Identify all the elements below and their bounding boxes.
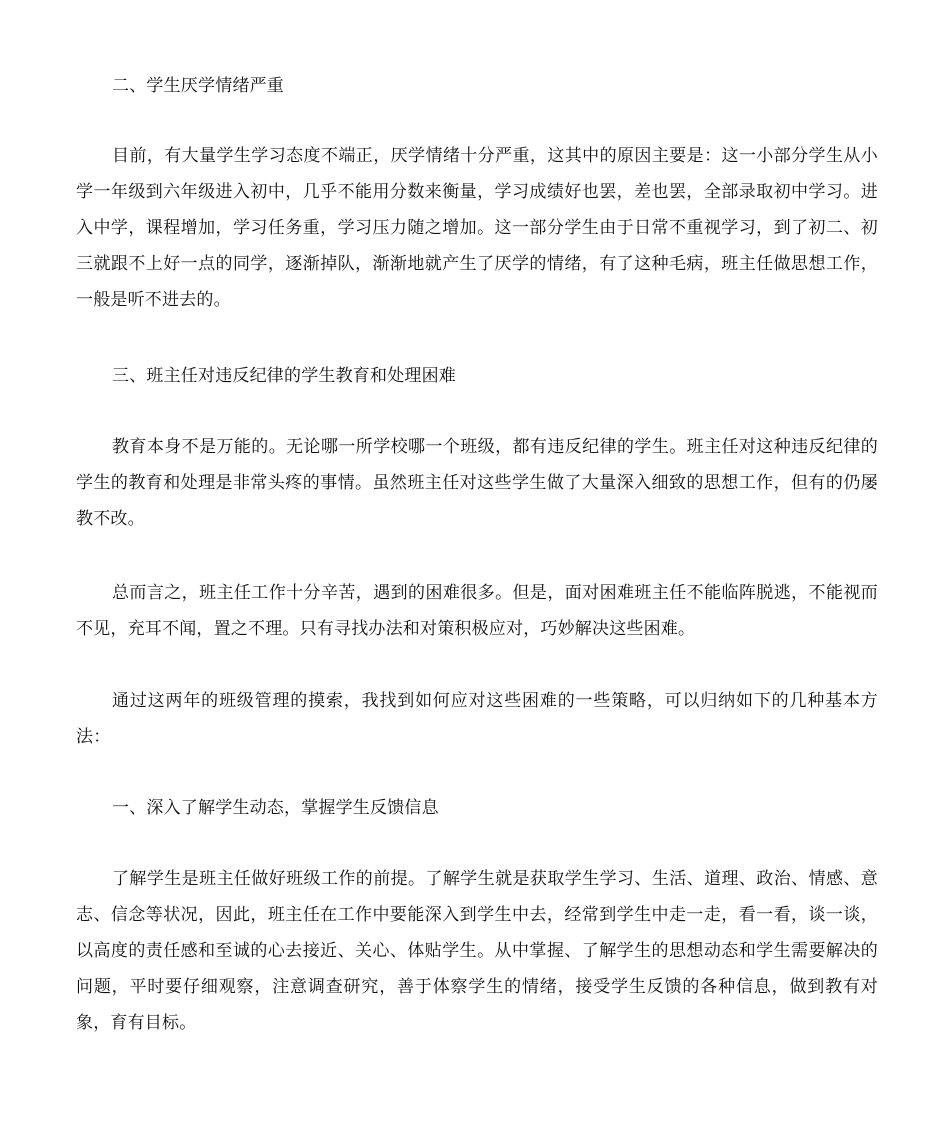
paragraph-discipline: 教育本身不是万能的。无论哪一所学校哪一个班级，都有违反纪律的学生。班主任对这种违反纪律的学生的教育和处理是非常头疼的事情。虽然班主任对这些学生做了大量深入细致的思想工作，但有的仍屡教不改。 (76, 437, 878, 529)
paragraph-weariness: 目前，有大量学生学习态度不端正，厌学情绪十分严重，这其中的原因主要是：这一小部分学生从小学一年级到六年级进入初中，几乎不能用分数来衡量，学习成绩好也罢，差也罢，全部录取初中学习。进入中学，课程增加，学习任务重，学习压力随之增加。这一部分学生由于日常不重视学习，到了初二、初三就跟不上好一点的同学，逐渐掉队，渐渐地就产生了厌学的情绪，有了这种毛病，班主任做思想工作，一般是听不进去的。 (76, 146, 878, 310)
section-heading-1: 一、深入了解学生动态，掌握学生反馈信息 (112, 798, 439, 818)
section-heading-2: 二、学生厌学情绪严重 (112, 76, 284, 96)
paragraph-methods-intro: 通过这两年的班级管理的摸索，我找到如何应对这些困难的一些策略，可以归纳如下的几种基本方法： (76, 691, 878, 747)
paragraph-summary: 总而言之，班主任工作十分辛苦，遇到的困难很多。但是，面对困难班主任不能临阵脱逃，不能视而不见，充耳不闻，置之不理。只有寻找办法和对策积极应对，巧妙解决这些困难。 (76, 583, 878, 639)
section-heading-3: 三、班主任对违反纪律的学生教育和处理困难 (112, 366, 456, 386)
paragraph-understand-students: 了解学生是班主任做好班级工作的前提。了解学生就是获取学生学习、生活、道理、政治、情感、意志、信念等状况，因此，班主任在工作中要能深入到学生中去，经常到学生中走一走，看一看，谈一谈，以高度的责任感和至诚的心去接近、关心、体贴学生。从中掌握、了解学生的思想动态和学生需要解决的问题，平时要仔细观察，注意调查研究，善于体察学生的情绪，接受学生反馈的各种信息，做到教有对象，育有目标。 (76, 869, 878, 1033)
